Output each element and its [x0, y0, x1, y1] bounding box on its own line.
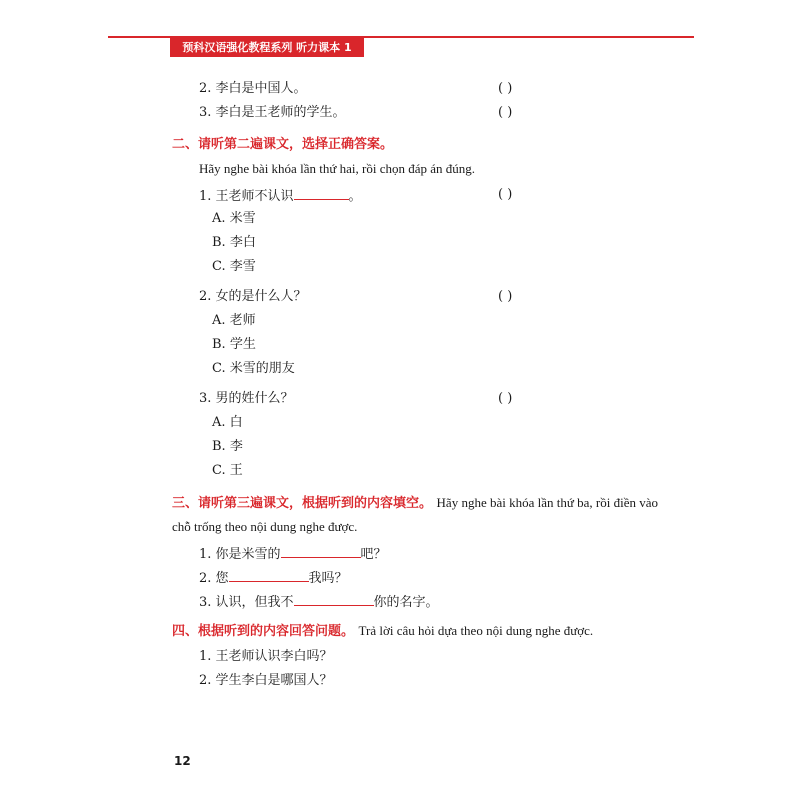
option: C. 王 [212, 463, 243, 478]
answer-parentheses: ( ) [498, 391, 513, 406]
answer-parentheses: ( ) [498, 105, 513, 120]
option: A. 米雪 [212, 211, 256, 226]
part3-question-3: 3. 认识，但我不 你的名字。 [199, 592, 439, 612]
part4-heading: 四、根据听到的内容回答问题。 Trả lời câu hỏi dựa theo nội dung nghe được. [172, 623, 594, 639]
answer-blank[interactable] [294, 592, 374, 606]
answer-blank[interactable] [294, 186, 349, 200]
answer-parentheses: ( ) [498, 289, 513, 304]
part3-instruction: Hãy nghe bài khóa lần thứ ba, rồi điền vào [436, 495, 659, 510]
option: B. 李 [212, 439, 243, 454]
part1-question-2: 2. 李白是中国人。 [199, 81, 307, 96]
part3-question-1: 1. 你是米雪的 吧？ [199, 544, 387, 564]
page-number: 12 [174, 754, 191, 768]
option: C. 李雪 [212, 259, 256, 274]
answer-blank[interactable] [281, 544, 361, 558]
part2-instruction: Hãy nghe bài khóa lần thứ hai, rồi chọn đáp án đúng. [199, 161, 476, 176]
part3-question-2: 2. 您 我吗？ [199, 568, 348, 588]
part3-instruction-continued: chỗ trống theo nội dung nghe được. [172, 519, 358, 534]
part4-instruction: Trả lời câu hỏi dựa theo nội dung nghe được. [358, 623, 594, 638]
part2-question-2: 2. 女的是什么人？ [199, 289, 307, 304]
part1-question-3: 3. 李白是王老师的学生。 [199, 105, 346, 120]
answer-parentheses: ( ) [498, 187, 513, 202]
part2-heading: 二、请听第二遍课文，选择正确答案。 [172, 137, 394, 152]
part4-question-1: 1. 王老师认识李白吗？ [199, 649, 333, 664]
answer-parentheses: ( ) [498, 81, 513, 96]
part2-question-3: 3. 男的姓什么？ [199, 391, 294, 406]
answer-blank[interactable] [229, 568, 309, 582]
option: A. 老师 [212, 313, 256, 328]
book-series-title: 预科汉语强化教程系列 听力课本 1 [170, 38, 364, 57]
option: B. 学生 [212, 337, 256, 352]
option: C. 米雪的朋友 [212, 361, 295, 376]
option: B. 李白 [212, 235, 256, 250]
option: A. 白 [212, 415, 243, 430]
part4-question-2: 2. 学生李白是哪国人？ [199, 673, 333, 688]
part2-question-1: 1. 王老师不认识 。 [199, 186, 362, 206]
part3-heading: 三、请听第三遍课文，根据听到的内容填空。 Hãy nghe bài khóa lần thứ ba, rồi điền vào [172, 495, 659, 511]
